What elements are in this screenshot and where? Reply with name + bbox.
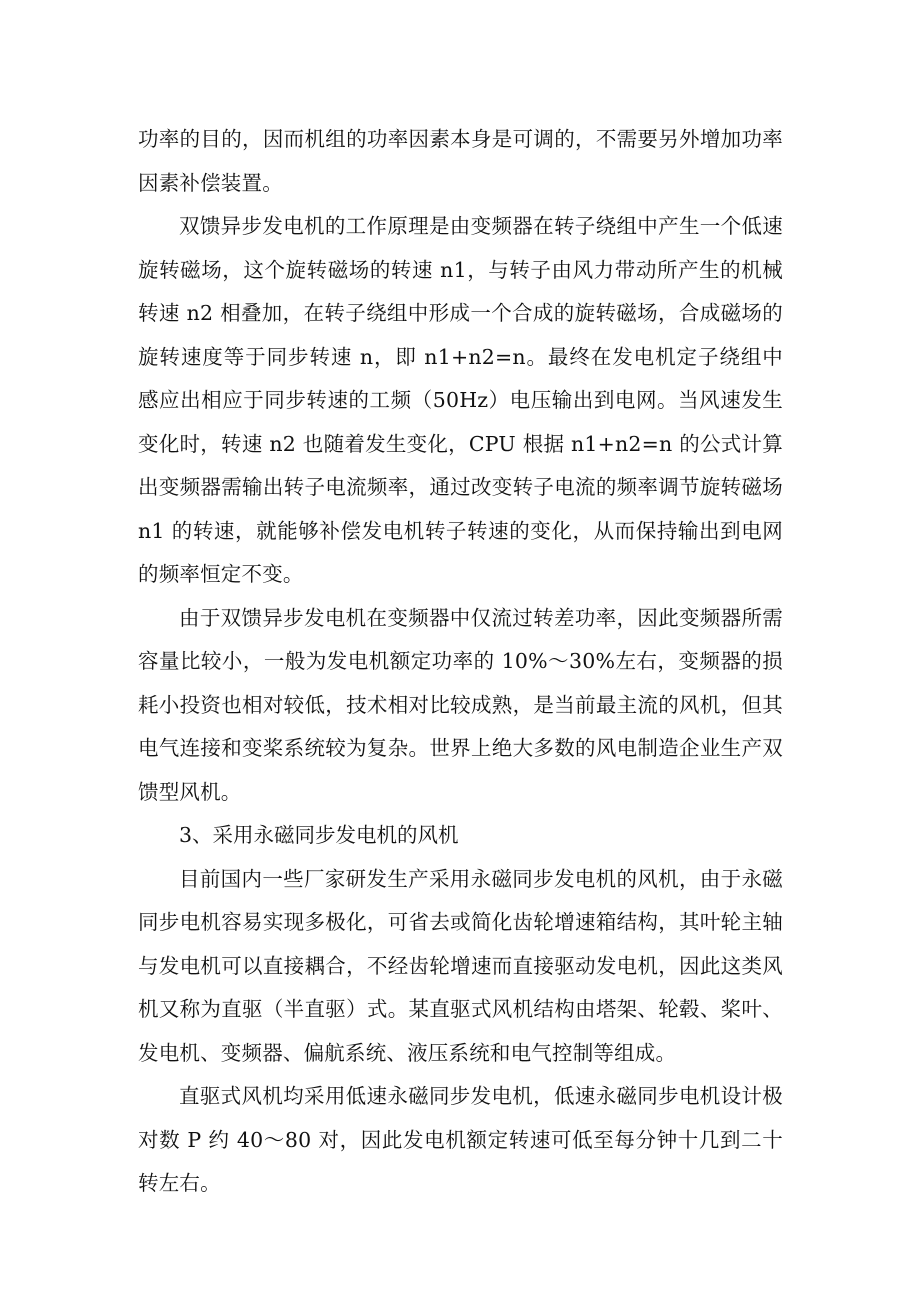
paragraph-direct-drive-intro: 目前国内一些厂家研发生产采用永磁同步发电机的风机，由于永磁同步电机容易实现多极化，可省去或简化齿轮增速箱结构，其叶轮主轴与发电机可以直接耦合，不经齿轮增速而直接驱动发电机，因此这类风机又称为直驱（半直驱）式。某直驱式风机结构由塔架、轮毂、桨叶、发电机、变频器、偏航系统、液压系统和电气控制等组成。 (138, 866, 783, 1065)
paragraph-power-factor: 功率的目的，因而机组的功率因素本身是可调的，不需要另外增加功率因素补偿装置。 (138, 127, 783, 195)
paragraph-doubly-fed-capacity: 由于双馈异步发电机在变频器中仅流过转差功率，因此变频器所需容量比较小，一般为发电机额定功率的 10%～30%左右，变频器的损耗小投资也相对较低，技术相对比较成熟，是当前最主流的风机，但其电气连接和变桨系统较为复杂。世界上绝大多数的风电制造企业生产双馈型风机。 (138, 605, 783, 804)
paragraph-doubly-fed-principle: 双馈异步发电机的工作原理是由变频器在转子绕组中产生一个低速旋转磁场，这个旋转磁场的转速 n1，与转子由风力带动所产生的机械转速 n2 相叠加，在转子绕组中形成一个合成的旋转磁场，合成磁场的旋转速度等于同步转速 n，即 n1+n2=n。最终在发电机定子绕组中感应出相应于同步转速的工频（50Hz）电压输出到电网。当风速发生变化时，转速 n2 也随着发生变化，CPU 根据 n1+n2=n 的公式计算出变频器需输出转子电流频率，通过改变转子电流的频率调节旋转磁场 n1 的转速，就能够补偿发电机转子转速的变化，从而保持输出到电网的频率恒定不变。 (138, 214, 783, 586)
section-heading-permanent-magnet: 3、采用永磁同步发电机的风机 (179, 823, 459, 847)
paragraph-direct-drive-generator: 直驱式风机均采用低速永磁同步发电机，低速永磁同步电机设计极对数 P 约 40～80 对，因此发电机额定转速可低至每分钟十几到二十转左右。 (138, 1084, 783, 1195)
document-body (138, 118, 783, 1206)
